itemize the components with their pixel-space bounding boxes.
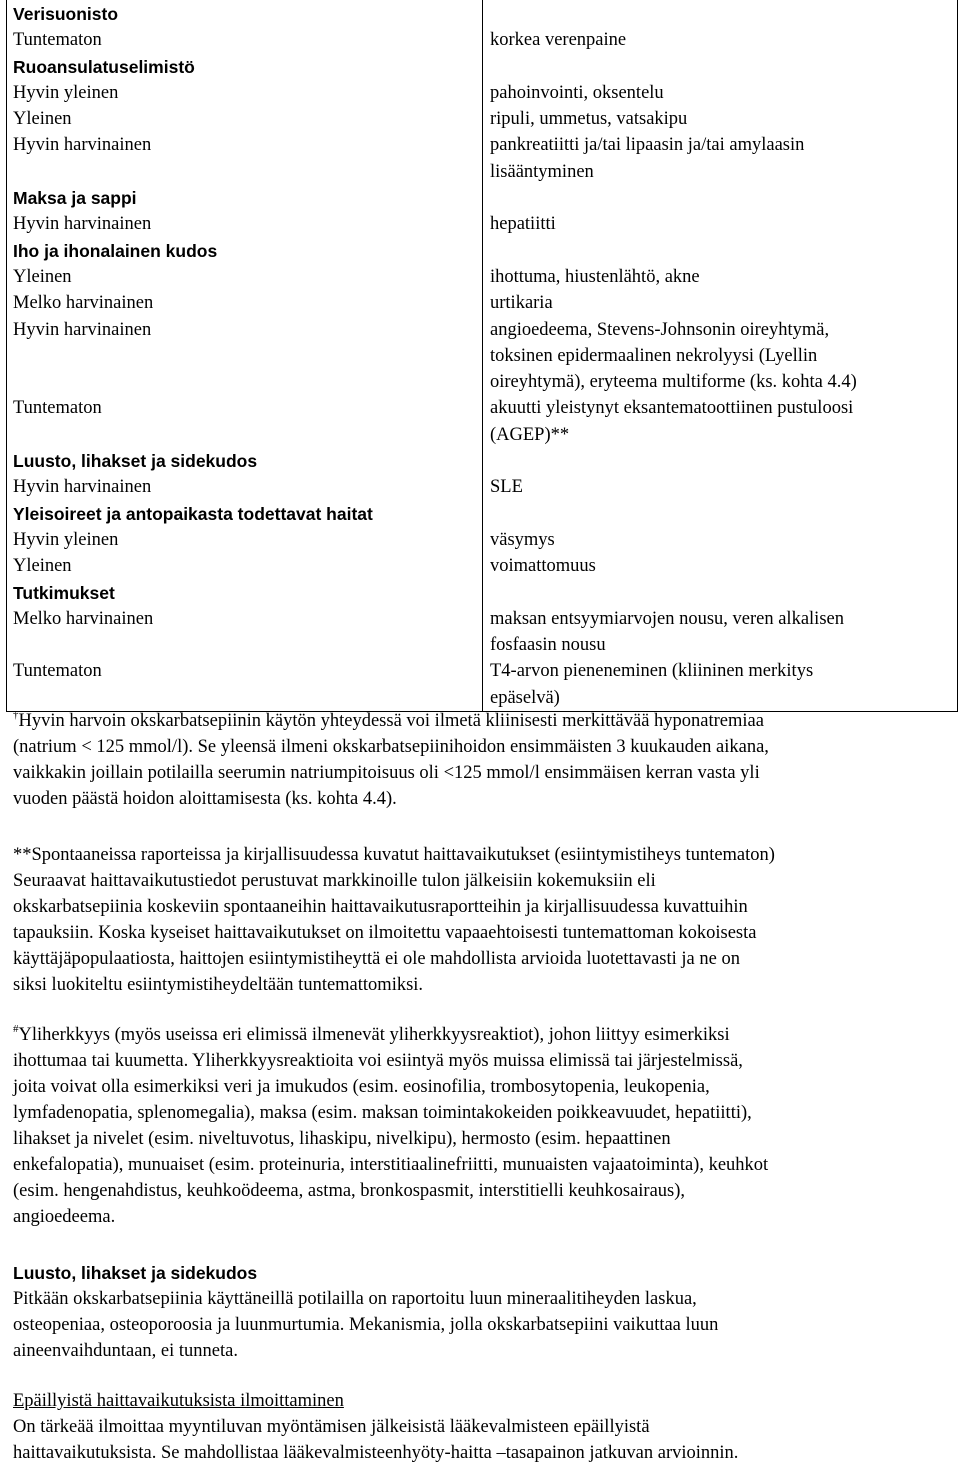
frequency-cell: Tuntematon [13,661,102,682]
footnote-line: enkefalopatia), munuaiset (esim. proteinuria, interstitiaalinefriitti, munuaisten vajaatoiminta), keuhkot [13,1155,769,1175]
reaction-cell [490,580,959,606]
footnote-line: **Spontaaneissa raporteissa ja kirjallisuudessa kuvatut haittavaikutukset (esiintymistiheys tuntematon) [13,845,775,865]
reaction-cell: angioedeema, Stevens-Johnsonin oireyhtymä, [490,319,830,340]
category-heading: Maksa ja sappi [13,188,137,209]
reaction-cell: fosfaasin nousu [490,635,606,656]
reaction-cell: epäselvä) [490,687,560,708]
footnote-line: vaikkakin joillain potilailla seerumin natriumpitoisuus oli <125 mmol/l ensimmäisen kerran vasta yli [13,763,760,783]
reaction-cell: voimattomuus [490,556,596,577]
reaction-cell: ripuli, ummetus, vatsakipu [490,109,688,130]
footnote-line: joita voivat olla esimerkiksi veri ja imukudos (esim. eosinofilia, trombosytopenia, leukopenia, [13,1077,710,1097]
footnote-line: ihottumaa tai kuumetta. Yliherkkyysreaktioita voi esiintyä myös muissa elimissä tai järjestelmissä, [13,1051,743,1071]
reaction-cell: akuutti yleistynyt eksantematoottiinen pustuloosi [490,398,854,419]
reaction-cell: ihottuma, hiustenlähtö, akne [490,266,700,287]
footnote-line: (natrium < 125 mmol/l). Se yleensä ilmeni okskarbatsepiinihoidon ensimmäisten 3 kuukauden aikana, [13,737,769,757]
frequency-cell [13,632,482,658]
footnote-line: †Hyvin harvoin okskarbatsepiinin käytön yhteydessä voi ilmetä kliinisesti merkittävää hyponatremiaa [13,709,764,731]
frequency-cell: Hyvin harvinainen [13,135,152,156]
reaction-cell [490,54,959,80]
frequency-column [7,0,483,711]
frequency-cell: Hyvin yleinen [13,529,119,550]
footnote-line: tapauksiin. Koska kyseiset haittavaikutukset on ilmoitettu vapaaehtoisesti tuntemattoman kokoisesta [13,923,757,943]
reaction-cell: korkea verenpaine [490,30,627,51]
footnote-line: siksi luokiteltu esiintymistiheydeltään tuntemattomiksi. [13,975,424,995]
section-line: aineenvaihduntaan, ei tunneta. [13,1341,238,1361]
section-heading: Epäillyistä haittavaikutuksista ilmoittaminen [13,1391,344,1411]
frequency-cell: Tuntematon [13,398,102,419]
category-heading: Ruoansulatuselimistö [13,56,195,77]
frequency-cell [13,422,482,448]
section-heading: Luusto, lihakset ja sidekudos [13,1263,258,1283]
category-heading: Verisuonisto [13,4,119,24]
footnote-line: käyttäjäpopulaatiosta, haittojen esiintymistiheyttä ei ole mahdollista arvioida luotettavasti ja ne on [13,949,740,969]
category-heading: Tutkimukset [13,582,115,603]
reaction-cell: oireyhtymä), eryteema multiforme (ks. kohta 4.4) [490,372,857,393]
reaction-cell: hepatiitti [490,214,556,235]
frequency-cell: Hyvin harvinainen [13,319,152,340]
category-heading: Yleisoireet ja antopaikasta todettavat haitat [13,503,373,524]
reaction-cell: SLE [490,477,523,498]
footnote-line: lymfadenopatia, splenomegalia), maksa (esim. maksan toimintakokeiden poikkeavuudet, hepatiitti), [13,1103,752,1123]
section-line: osteopeniaa, osteoporoosia ja luunmurtumia. Mekanismia, jolla okskarbatsepiini vaikuttaa luun [13,1315,719,1335]
reaction-cell: (AGEP)** [490,424,570,445]
reaction-cell [490,238,959,264]
frequency-cell: Hyvin harvinainen [13,477,152,498]
reaction-column [483,0,959,711]
footnote-mark: # [13,1023,19,1035]
frequency-cell: Hyvin harvinainen [13,214,152,235]
footnote-line: #Yliherkkyys (myös useissa eri elimissä ilmenevät yliherkkyysreaktiot), johon liittyy esimerkiksi [13,1023,730,1045]
reaction-cell [490,185,959,211]
reaction-cell: väsymys [490,529,555,550]
reaction-cell: T4-arvon pieneneminen (kliininen merkitys [490,661,814,682]
footnote-hyponatremia [13,708,948,812]
reaction-cell: toksinen epidermaalinen nekrolyysi (Lyellin [490,345,818,366]
reaction-cell: pahoinvointi, oksentelu [490,82,664,103]
frequency-cell: Yleinen [13,266,72,287]
frequency-cell: Melko harvinainen [13,608,154,629]
category-heading: Luusto, lihakset ja sidekudos [13,451,258,472]
adverse-reactions-table [6,0,958,712]
reaction-cell: maksan entsyymiarvojen nousu, veren alkalisen [490,608,844,629]
frequency-cell: Yleinen [13,109,72,130]
frequency-cell: Melko harvinainen [13,293,154,314]
footnote-line: okskarbatsepiinia koskeviin spontaaneihin haittavaikutusraportteihin ja kirjallisuudessa kuvattuihin [13,897,748,917]
section-line: haittavaikutuksista. Se mahdollistaa lääkevalmisteenhyöty-haitta –tasapainon jatkuvan arvioinnin. [13,1443,739,1463]
frequency-cell: Hyvin yleinen [13,82,119,103]
section-bone-health [13,1260,948,1364]
section-reporting [13,1388,948,1466]
reaction-cell: pankreatiitti ja/tai lipaasin ja/tai amylaasin [490,135,805,156]
reaction-cell [490,501,959,527]
footnote-line: Seuraavat haittavaikutustiedot perustuvat markkinoille tulon jälkeisiin kokemuksiin eli [13,871,656,891]
footnote-line: lihakset ja nivelet (esim. niveltuvotus, lihaskipu, nivelkipu), hermosto (esim. hepaattinen [13,1129,671,1149]
frequency-cell: Tuntematon [13,30,102,51]
frequency-cell: Yleinen [13,556,72,577]
reaction-cell [490,1,959,27]
category-heading: Iho ja ihonalainen kudos [13,240,218,261]
reaction-cell: lisääntyminen [490,161,594,182]
footnote-line: vuoden päästä hoidon aloittamisesta (ks. kohta 4.4). [13,789,397,809]
footnote-line: angioedeema. [13,1207,116,1227]
footnote-hypersensitivity [13,1022,948,1230]
footnote-line: (esim. hengenahdistus, keuhkoödeema, astma, bronkospasmit, interstitielli keuhkosairaus), [13,1181,686,1201]
reaction-cell: urtikaria [490,293,553,314]
frequency-cell [13,343,482,369]
frequency-cell [13,159,482,185]
footnote-mark: † [13,709,19,721]
section-line: On tärkeää ilmoittaa myyntiluvan myöntämisen jälkeisistä lääkevalmisteen epäillyistä [13,1417,650,1437]
frequency-cell [13,369,482,395]
reaction-cell [490,448,959,474]
section-line: Pitkään okskarbatsepiinia käyttäneillä potilailla on raportoitu luun mineraalitiheyden laskua, [13,1289,697,1309]
footnote-spontaneous-reports [13,842,948,998]
